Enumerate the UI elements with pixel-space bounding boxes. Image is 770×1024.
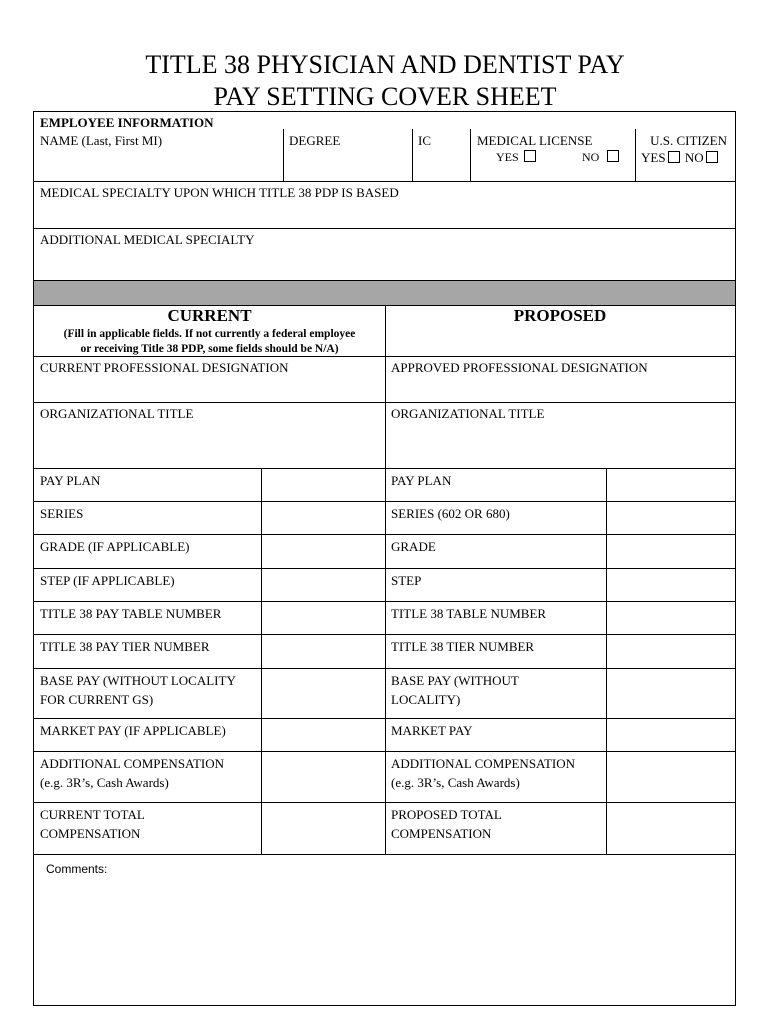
current-designation-field[interactable] bbox=[34, 356, 385, 402]
license-no-checkbox[interactable] bbox=[607, 150, 619, 162]
proposed-row-label-line: BASE PAY (WITHOUT bbox=[391, 673, 519, 688]
citizen-yes-checkbox[interactable] bbox=[668, 151, 680, 163]
medical-license-label: MEDICAL LICENSE bbox=[477, 133, 593, 148]
proposed-row-value-field[interactable] bbox=[606, 601, 735, 634]
ic-field[interactable] bbox=[412, 129, 470, 181]
proposed-row-label-line: MARKET PAY bbox=[391, 723, 473, 738]
current-row-value-field[interactable] bbox=[261, 501, 385, 534]
comments-label: Comments: bbox=[46, 862, 108, 876]
citizen-no-option[interactable] bbox=[685, 150, 720, 165]
current-row-label bbox=[34, 668, 261, 718]
current-row-label-line: TITLE 38 PAY TABLE NUMBER bbox=[40, 606, 222, 621]
current-row-label-line: CURRENT TOTAL bbox=[40, 807, 145, 822]
employee-information-heading: EMPLOYEE INFORMATION bbox=[40, 115, 214, 130]
current-row-value-field[interactable] bbox=[261, 534, 385, 568]
proposed-row-label bbox=[385, 802, 606, 854]
license-no-option[interactable] bbox=[582, 150, 621, 164]
proposed-row-label bbox=[385, 718, 606, 751]
degree-field[interactable] bbox=[283, 129, 412, 181]
current-row-value-field[interactable] bbox=[261, 718, 385, 751]
current-row-label-line: GRADE (IF APPLICABLE) bbox=[40, 539, 190, 554]
proposed-header bbox=[385, 305, 735, 356]
proposed-row-label-line: ADDITIONAL COMPENSATION bbox=[391, 756, 576, 771]
current-row-label bbox=[34, 802, 261, 854]
current-row-label-line: SERIES bbox=[40, 506, 84, 521]
ic-label: IC bbox=[418, 133, 431, 148]
proposed-row-label bbox=[385, 501, 606, 534]
citizen-yes-option[interactable] bbox=[641, 150, 685, 165]
current-row-value-field[interactable] bbox=[261, 601, 385, 634]
proposed-row-value-field[interactable] bbox=[606, 634, 735, 668]
citizen-no-checkbox[interactable] bbox=[706, 151, 718, 163]
current-row-label bbox=[34, 718, 261, 751]
proposed-row-label-line: PAY PLAN bbox=[391, 473, 452, 488]
current-row-label-line: MARKET PAY (IF APPLICABLE) bbox=[40, 723, 226, 738]
current-note-line-2: or receiving Title 38 PDP, some fields should be N/A) bbox=[80, 343, 339, 355]
proposed-row-label bbox=[385, 601, 606, 634]
current-row-label bbox=[34, 468, 261, 501]
current-row-value-field[interactable] bbox=[261, 751, 385, 802]
current-row-label-line: TITLE 38 PAY TIER NUMBER bbox=[40, 639, 210, 654]
proposed-row-label bbox=[385, 751, 606, 802]
current-row-label-line: ADDITIONAL COMPENSATION bbox=[40, 756, 225, 771]
current-org-title-label: ORGANIZATIONAL TITLE bbox=[40, 406, 194, 421]
current-row-label-line: PAY PLAN bbox=[40, 473, 101, 488]
form-title-line-1: TITLE 38 PHYSICIAN AND DENTIST PAY bbox=[145, 50, 625, 79]
current-row-label bbox=[34, 534, 261, 568]
proposed-row-value-field[interactable] bbox=[606, 751, 735, 802]
proposed-row-label bbox=[385, 668, 606, 718]
current-heading: CURRENT bbox=[167, 306, 252, 325]
section-divider-bar bbox=[34, 281, 735, 305]
citizen-no-label: NO bbox=[684, 150, 704, 165]
current-note-line-1: (Fill in applicable fields. If not currently a federal employee bbox=[63, 328, 356, 340]
current-row-value-field[interactable] bbox=[261, 668, 385, 718]
proposed-org-title-field[interactable] bbox=[385, 402, 735, 468]
proposed-designation-label: APPROVED PROFESSIONAL DESIGNATION bbox=[391, 360, 648, 375]
us-citizen-label: U.S. CITIZEN bbox=[650, 133, 727, 148]
proposed-heading: PROPOSED bbox=[513, 306, 607, 325]
medical-specialty-label: MEDICAL SPECIALTY UPON WHICH TITLE 38 PDP IS BASED bbox=[40, 185, 399, 200]
current-row-value-field[interactable] bbox=[261, 568, 385, 601]
proposed-row-value-field[interactable] bbox=[606, 668, 735, 718]
proposed-row-label-line: (e.g. 3R’s, Cash Awards) bbox=[391, 775, 520, 790]
proposed-row-label-line: TITLE 38 TABLE NUMBER bbox=[391, 606, 547, 621]
name-field[interactable] bbox=[34, 129, 283, 181]
proposed-row-label bbox=[385, 634, 606, 668]
proposed-row-value-field[interactable] bbox=[606, 534, 735, 568]
current-row-label-line: STEP (IF APPLICABLE) bbox=[40, 573, 175, 588]
medical-specialty-field[interactable] bbox=[34, 181, 735, 228]
current-row-label-line: FOR CURRENT GS) bbox=[40, 692, 154, 707]
current-row-label-line: COMPENSATION bbox=[40, 826, 141, 841]
comments-field[interactable] bbox=[34, 854, 735, 1005]
current-row-value-field[interactable] bbox=[261, 634, 385, 668]
current-org-title-field[interactable] bbox=[34, 402, 385, 468]
proposed-row-label bbox=[385, 568, 606, 601]
cover-sheet-form bbox=[33, 111, 736, 1006]
license-yes-option[interactable] bbox=[496, 150, 538, 164]
current-header bbox=[34, 305, 385, 356]
license-yes-checkbox[interactable] bbox=[524, 150, 536, 162]
proposed-row-label-line: GRADE bbox=[391, 539, 436, 554]
proposed-row-label-line: SERIES (602 OR 680) bbox=[391, 506, 510, 521]
license-yes-label: YES bbox=[496, 150, 519, 164]
current-row-label bbox=[34, 501, 261, 534]
citizen-yes-label: YES bbox=[641, 150, 666, 165]
current-row-label bbox=[34, 634, 261, 668]
proposed-row-label-line: TITLE 38 TIER NUMBER bbox=[391, 639, 535, 654]
current-designation-label: CURRENT PROFESSIONAL DESIGNATION bbox=[40, 360, 289, 375]
proposed-org-title-label: ORGANIZATIONAL TITLE bbox=[391, 406, 545, 421]
current-row-value-field[interactable] bbox=[261, 468, 385, 501]
proposed-row-value-field[interactable] bbox=[606, 501, 735, 534]
proposed-row-label-line: STEP bbox=[391, 573, 422, 588]
license-no-label: NO bbox=[582, 150, 600, 164]
proposed-row-value-field[interactable] bbox=[606, 568, 735, 601]
proposed-row-label-line: LOCALITY) bbox=[391, 692, 461, 707]
proposed-row-label bbox=[385, 468, 606, 501]
current-row-label-line: (e.g. 3R’s, Cash Awards) bbox=[40, 775, 169, 790]
current-row-label bbox=[34, 601, 261, 634]
current-row-label bbox=[34, 751, 261, 802]
additional-specialty-label: ADDITIONAL MEDICAL SPECIALTY bbox=[40, 232, 255, 247]
form-title-line-2: PAY SETTING COVER SHEET bbox=[213, 82, 557, 111]
medical-license-field bbox=[470, 129, 635, 181]
proposed-row-value-field[interactable] bbox=[606, 802, 735, 854]
proposed-designation-field[interactable] bbox=[385, 356, 735, 402]
us-citizen-field bbox=[635, 129, 735, 181]
proposed-row-label bbox=[385, 534, 606, 568]
proposed-row-value-field[interactable] bbox=[606, 468, 735, 501]
current-row-value-field[interactable] bbox=[261, 802, 385, 854]
current-row-label-line: BASE PAY (WITHOUT LOCALITY bbox=[40, 673, 236, 688]
name-label: NAME (Last, First MI) bbox=[40, 133, 163, 148]
proposed-row-value-field[interactable] bbox=[606, 718, 735, 751]
proposed-row-label-line: COMPENSATION bbox=[391, 826, 492, 841]
proposed-row-label-line: PROPOSED TOTAL bbox=[391, 807, 502, 822]
degree-label: DEGREE bbox=[289, 133, 341, 148]
additional-specialty-field[interactable] bbox=[34, 228, 735, 280]
current-row-label bbox=[34, 568, 261, 601]
